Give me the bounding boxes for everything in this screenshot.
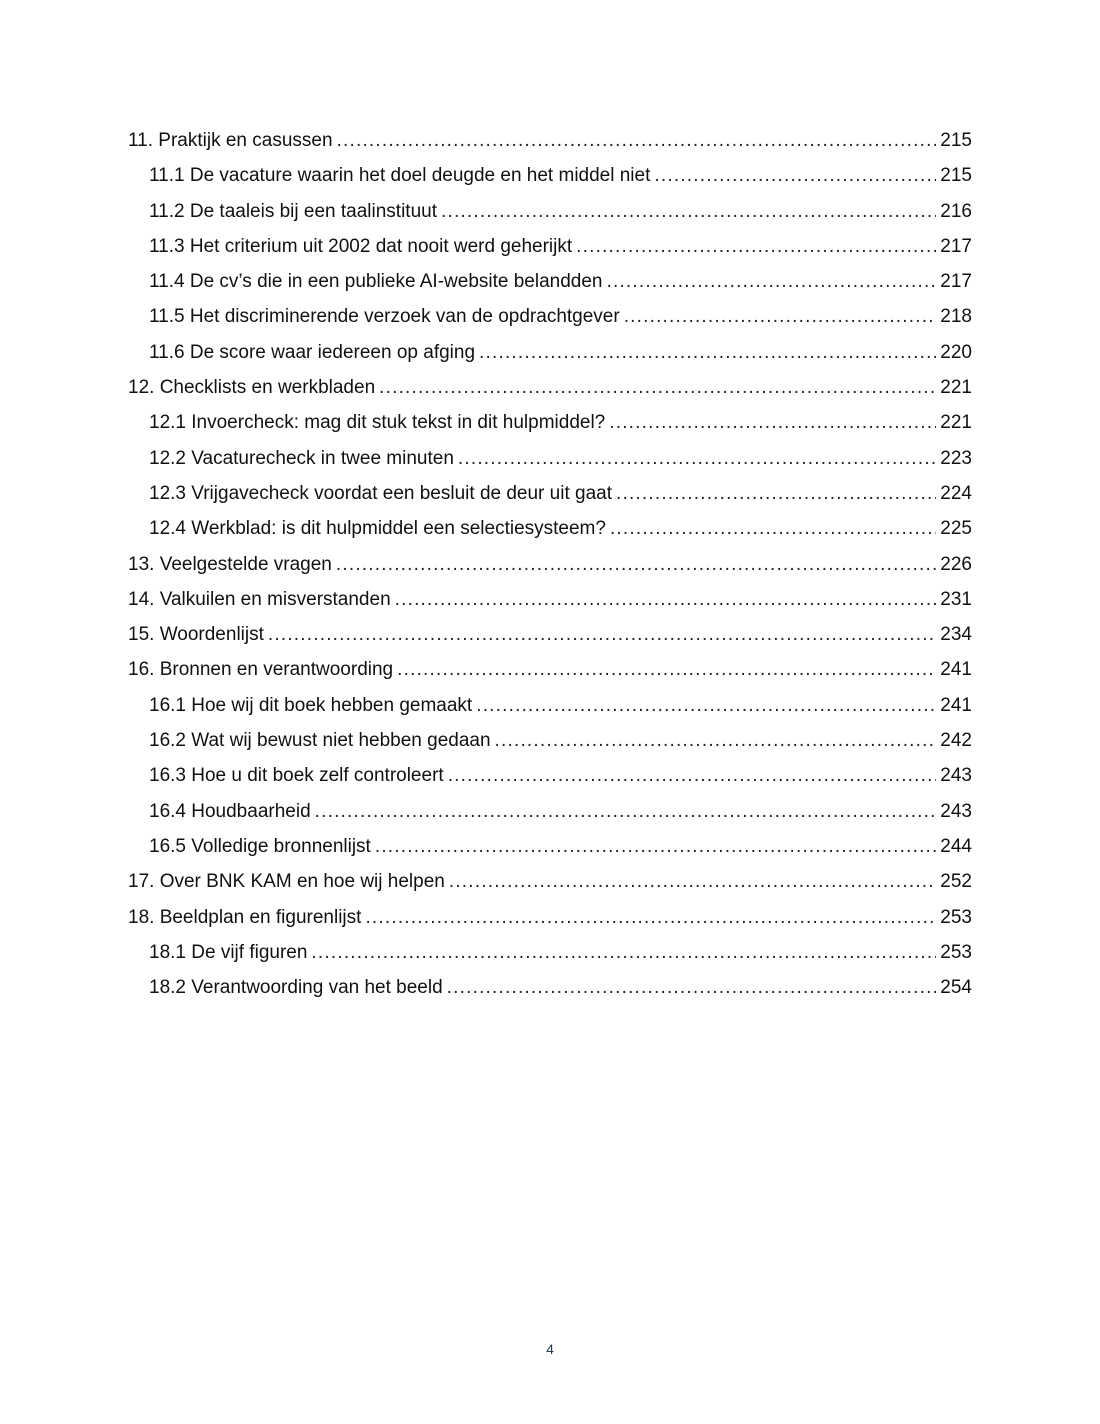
toc-entry-page-number: 252 — [940, 871, 972, 893]
toc-dot-leader — [337, 123, 937, 158]
toc-entry-page-number: 216 — [940, 200, 972, 222]
toc-entry-page-number: 231 — [940, 588, 972, 610]
toc-section-entry[interactable] — [128, 299, 972, 334]
toc-entry-title: 11.6 De score waar iedereen op afging — [149, 341, 476, 363]
toc-entry-title: 12. Checklists en werkbladen — [128, 377, 376, 399]
toc-entry-title: 16.3 Hoe u dit boek zelf controleert — [149, 765, 444, 787]
toc-dot-leader — [395, 582, 937, 617]
toc-dot-leader — [441, 194, 936, 229]
toc-entry-title: 18. Beeldplan en figurenlijst — [128, 906, 362, 928]
toc-section-entry[interactable] — [128, 405, 972, 440]
toc-entry-title: 14. Valkuilen en misverstanden — [128, 588, 391, 610]
toc-entry-page-number: 223 — [940, 447, 972, 469]
toc-dot-leader — [624, 299, 937, 334]
toc-dot-leader — [616, 476, 936, 511]
toc-chapter-entry[interactable] — [128, 582, 972, 617]
toc-entry-title: 11. Praktijk en casussen — [128, 130, 333, 151]
toc-dot-leader — [315, 794, 937, 829]
toc-entry-page-number: 243 — [940, 765, 972, 787]
toc-entry-title: 16.1 Hoe wij dit boek hebben gemaakt — [149, 694, 473, 716]
toc-dot-leader — [365, 900, 936, 935]
toc-dot-leader — [375, 829, 936, 864]
toc-dot-leader — [476, 688, 936, 723]
toc-entry-page-number: 243 — [940, 800, 972, 822]
toc-entry-title: 11.3 Het criterium uit 2002 dat nooit werd geherijkt — [149, 235, 573, 257]
toc-dot-leader — [379, 370, 936, 405]
toc-section-entry[interactable] — [128, 335, 972, 370]
toc-section-entry[interactable] — [128, 158, 972, 193]
toc-dot-leader — [607, 264, 937, 299]
toc-dot-leader — [654, 158, 936, 193]
toc-section-entry[interactable] — [128, 758, 972, 793]
toc-entry-title: 11.5 Het discriminerende verzoek van de opdrachtgever — [149, 306, 620, 328]
toc-dot-leader — [576, 229, 936, 264]
toc-dot-leader — [447, 970, 937, 1005]
toc-entry-title: 11.1 De vacature waarin het doel deugde en het middel niet — [149, 165, 651, 187]
toc-dot-leader — [479, 335, 936, 370]
toc-entry-page-number: 242 — [940, 730, 972, 752]
toc-dot-leader — [449, 864, 936, 899]
toc-entry-title: 11.2 De taaleis bij een taalinstituut — [149, 200, 437, 222]
toc-chapter-entry[interactable] — [128, 652, 972, 687]
toc-section-entry[interactable] — [128, 794, 972, 829]
toc-chapter-entry[interactable] — [128, 547, 972, 582]
toc-section-entry[interactable] — [128, 476, 972, 511]
toc-entry-page-number: 217 — [940, 235, 972, 257]
toc-dot-leader — [311, 935, 936, 970]
toc-dot-leader — [448, 758, 937, 793]
toc-section-entry[interactable] — [128, 970, 972, 1005]
toc-entry-title: 16. Bronnen en verantwoording — [128, 659, 394, 681]
toc-entry-title: 17. Over BNK KAM en hoe wij helpen — [128, 871, 445, 893]
toc-section-entry[interactable] — [128, 229, 972, 264]
toc-entry-page-number: 244 — [940, 835, 972, 857]
toc-entry-title: 12.1 Invoercheck: mag dit stuk tekst in dit hulpmiddel? — [149, 412, 606, 434]
toc-entry-title: 18.2 Verantwoording van het beeld — [149, 977, 443, 999]
toc-entry-page-number: 254 — [940, 977, 972, 999]
toc-entry-page-number: 226 — [940, 553, 972, 575]
toc-entry-page-number: 215 — [940, 130, 972, 151]
toc-entry-title: 16.2 Wat wij bewust niet hebben gedaan — [149, 730, 491, 752]
toc-entry-page-number: 253 — [940, 941, 972, 963]
toc-entry-page-number: 224 — [940, 482, 972, 504]
table-of-contents — [128, 123, 972, 1005]
toc-entry-page-number: 221 — [940, 412, 972, 434]
toc-section-entry[interactable] — [128, 264, 972, 299]
toc-chapter-entry[interactable] — [128, 370, 972, 405]
toc-entry-page-number: 234 — [940, 624, 972, 646]
toc-entry-title: 13. Veelgestelde vragen — [128, 553, 332, 575]
toc-entry-page-number: 225 — [940, 518, 972, 540]
toc-section-entry[interactable] — [128, 441, 972, 476]
toc-dot-leader — [268, 617, 936, 652]
toc-entry-page-number: 215 — [940, 165, 972, 187]
toc-section-entry[interactable] — [128, 688, 972, 723]
toc-entry-title: 12.3 Vrijgavecheck voordat een besluit de deur uit gaat — [149, 482, 612, 504]
toc-dot-leader — [610, 511, 936, 546]
toc-entry-title: 15. Woordenlijst — [128, 624, 264, 646]
toc-chapter-entry[interactable] — [128, 123, 972, 158]
toc-entry-title: 12.2 Vacaturecheck in twee minuten — [149, 447, 454, 469]
toc-entry-page-number: 217 — [940, 271, 972, 293]
toc-chapter-entry[interactable] — [128, 864, 972, 899]
toc-entry-page-number: 221 — [940, 377, 972, 399]
toc-dot-leader — [397, 652, 936, 687]
toc-entry-title: 16.4 Houdbaarheid — [149, 800, 311, 822]
toc-entry-page-number: 253 — [940, 906, 972, 928]
toc-section-entry[interactable] — [128, 935, 972, 970]
toc-section-entry[interactable] — [128, 194, 972, 229]
toc-entry-page-number: 241 — [940, 659, 972, 681]
toc-chapter-entry[interactable] — [128, 900, 972, 935]
toc-entry-page-number: 241 — [940, 694, 972, 716]
toc-section-entry[interactable] — [128, 723, 972, 758]
toc-entry-title: 12.4 Werkblad: is dit hulpmiddel een selectiesysteem? — [149, 518, 606, 540]
toc-section-entry[interactable] — [128, 511, 972, 546]
page-number: 4 — [546, 1341, 554, 1357]
toc-entry-title: 11.4 De cv’s die in een publieke AI-website belandden — [149, 271, 603, 293]
toc-entry-page-number: 220 — [940, 341, 972, 363]
toc-dot-leader — [495, 723, 937, 758]
toc-entry-page-number: 218 — [940, 306, 972, 328]
toc-dot-leader — [458, 441, 936, 476]
toc-section-entry[interactable] — [128, 829, 972, 864]
toc-dot-leader — [609, 405, 936, 440]
toc-entry-title: 18.1 De vijf figuren — [149, 941, 308, 963]
toc-dot-leader — [336, 547, 936, 582]
toc-chapter-entry[interactable] — [128, 617, 972, 652]
toc-entry-title: 16.5 Volledige bronnenlijst — [149, 835, 371, 857]
